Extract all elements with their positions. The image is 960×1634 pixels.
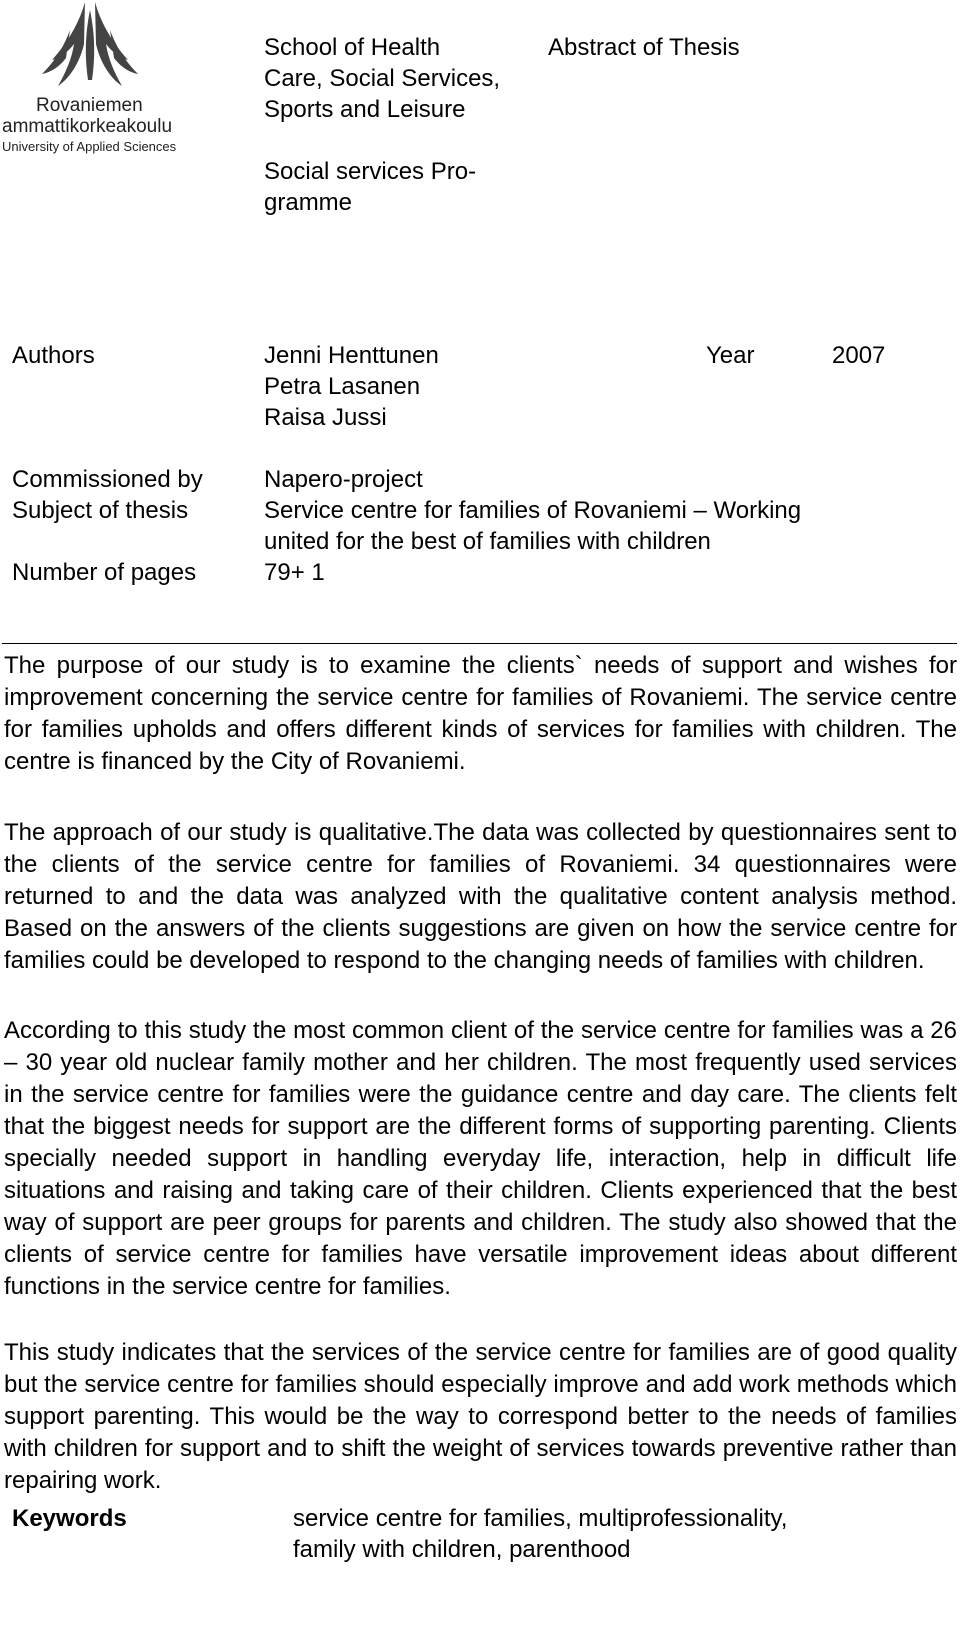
authors-label: Authors [12,342,95,369]
logo-line-3: University of Applied Sciences [2,139,177,154]
subject-label: Subject of thesis [12,497,189,524]
abstract-paragraph-3: According to this study the most common client of the service centre for families was a 26 – 30 year old nuclear family mother and her children. The most frequently used services in the service centre for families were the guidance centre and day care. The clients felt that the biggest needs for support are the different forms of supporting parenting. Clients specially needed support in handling everyday life, interaction, help in difficult life situations and raising and taking care of their children. Clients experienced that the best way of support are peer groups for parents and children. The study also showed that the clients of service centre for families have versatile improvement ideas about different functions in the service centre for families. [4,1017,957,1300]
school-line-3: Sports and Leisure [264,96,466,123]
programme-line-1: Social services Pro- [264,158,477,185]
author-2: Petra Lasanen [264,373,421,400]
abstract-paragraph-1: The purpose of our study is to examine the clients` needs of support and wishes for improvement concerning the service centre for families of Rovaniemi. The service centre for families upholds and offers different kinds of services for families with children. The centre is financed by the City of Rovaniemi. [4,652,957,775]
keywords-line-1: service centre for families, multiprofessionality, [293,1505,788,1532]
keywords-label: Keywords [12,1505,127,1532]
commissioned-label: Commissioned by [12,466,203,493]
pages-value: 79+ 1 [264,559,325,586]
university-logo [0,0,190,160]
document-type: Abstract of Thesis [548,34,740,61]
logo-line-2: ammattikorkeakoulu [2,116,173,137]
commissioned-value: Napero-project [264,466,423,493]
subject-line-1: Service centre for families of Rovaniemi – Working [264,497,802,524]
logo-emblem-icon [30,0,150,92]
school-line-2: Care, Social Services, [264,65,501,92]
logo-line-1: Rovaniemen [36,95,143,116]
year-label: Year [706,342,755,369]
abstract-paragraph-2: The approach of our study is qualitative.The data was collected by questionnaires sent to the clients of the service centre for families of Rovaniemi. 34 questionnaires were returned to and the data was analyzed with the qualitative content analysis method. Based on the answers of the clients suggestions are given on how the service centre for families could be developed to respond to the changing needs of families with children. [4,819,957,974]
year-value: 2007 [832,342,886,369]
school-line-1: School of Health [264,34,441,61]
author-3: Raisa Jussi [264,404,387,431]
programme-line-2: gramme [264,189,353,216]
keywords-line-2: family with children, parenthood [293,1536,631,1563]
abstract-paragraph-4: This study indicates that the services of the service centre for families are of good quality but the service centre for families should especially improve and add work methods which support parenting. This would be the way to correspond better to the needs of families with children for support and to shift the weight of services towards preventive rather than repairing work. [4,1339,957,1494]
pages-label: Number of pages [12,559,197,586]
divider [2,643,957,644]
subject-line-2: united for the best of families with children [264,528,711,555]
author-1: Jenni Henttunen [264,342,439,369]
